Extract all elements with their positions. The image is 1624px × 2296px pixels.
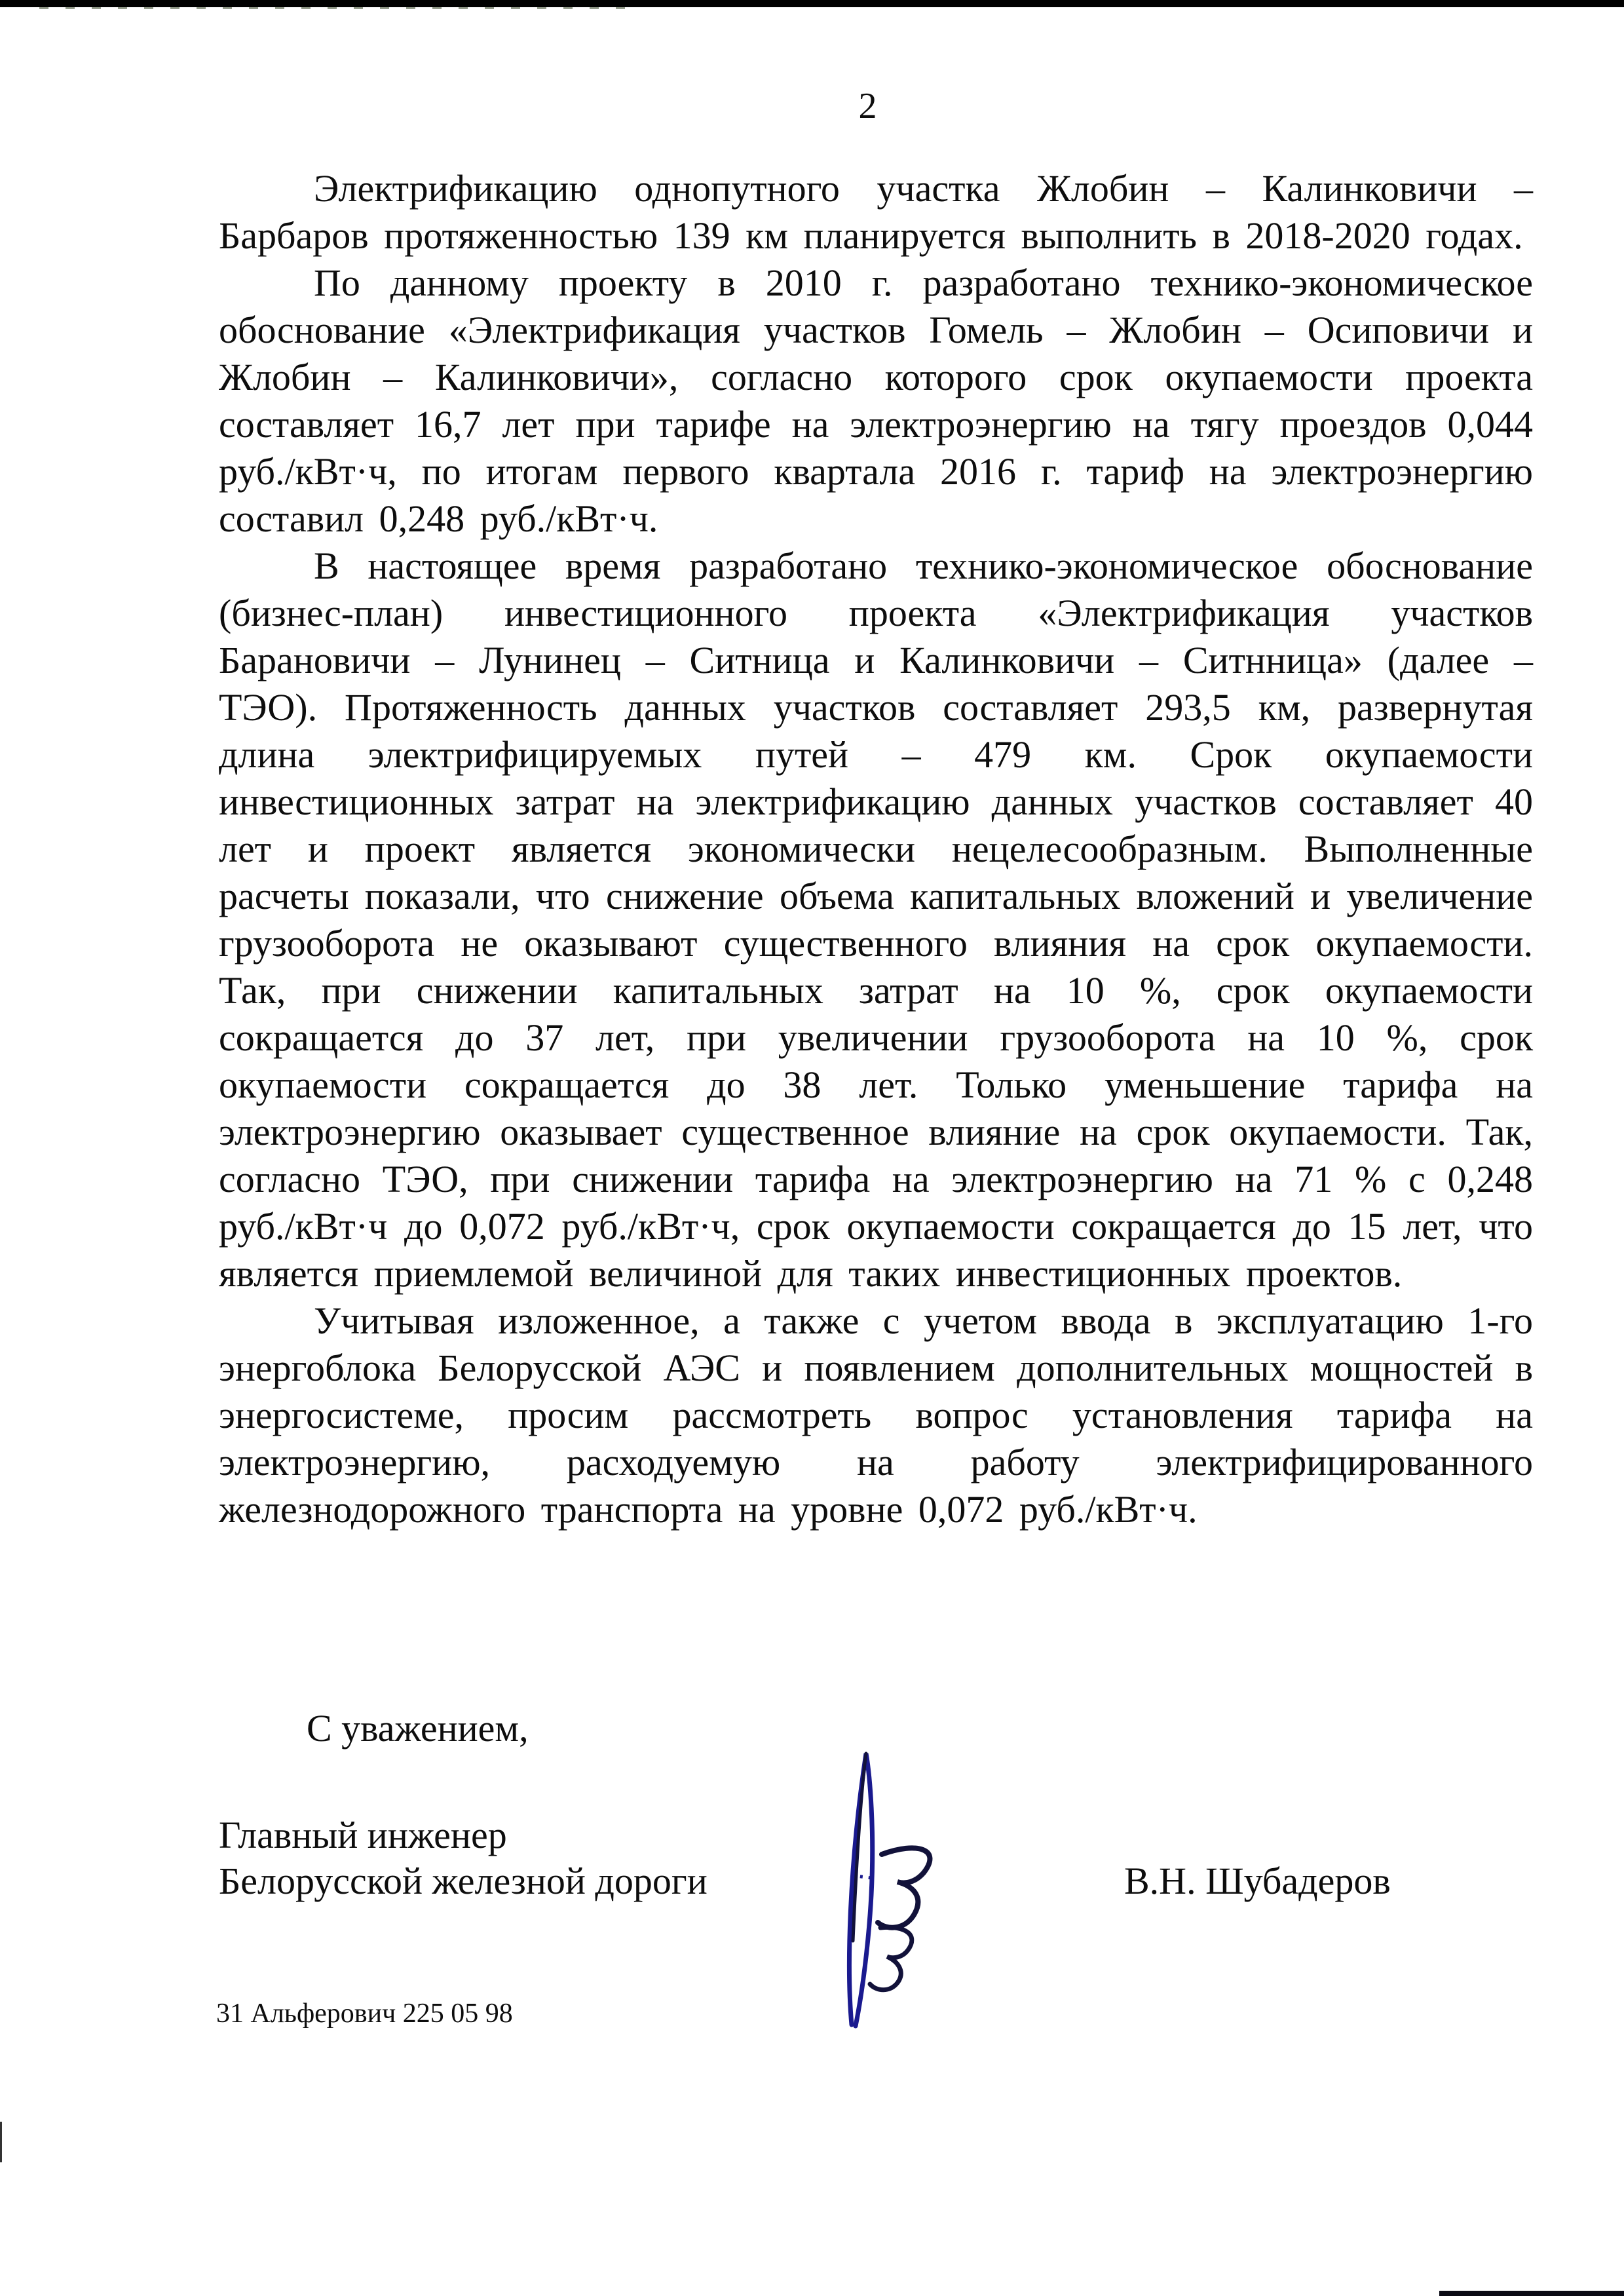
paragraph-project-2010: По данному проекту в 2010 г. разработано технико-экономическое обоснование «Электрификация участков Гомель – Жлобин – Осиповичи и Жлобин – Калинковичи», согласно которого срок окупаемости проекта составляет 16,7 лет при тарифе на электроэнергию на тягу проездов 0,044 руб./кВт·ч, по итогам первого квартала 2016 г. тариф на электроэнергию составил 0,248 руб./кВт·ч. <box>219 261 1533 540</box>
scan-artifact-top-bar <box>0 0 1624 7</box>
page-number: 2 <box>858 86 877 126</box>
letter-body <box>219 165 1533 1533</box>
signer-title <box>219 1812 708 1904</box>
scan-artifact-bottom-bar <box>1439 2291 1624 2296</box>
paragraph-request: Учитывая изложенное, а также с учетом ввода в эксплуатацию 1-го энергоблока Белорусской АЭС и появлением дополнительных мощностей в энергосистеме, просим рассмотреть вопрос установления тарифа на электроэнергию, расходуемую на работу электрифицированного железнодорожного транспорта на уровне 0,072 руб./кВт·ч. <box>219 1299 1533 1531</box>
scan-artifact-left-edge <box>0 2122 2 2162</box>
signer-title-line-2: Белорусской железной дороги <box>219 1860 708 1902</box>
handwritten-signature <box>814 1744 985 2030</box>
paragraph-feasibility-study: В настоящее время разработано технико-экономическое обоснование (бизнес-план) инвестиционного проекта «Электрификация участков Барановичи – Лунинец – Ситница и Калинковичи – Ситнница» (далее – ТЭО). Протяженность данных участков составляет 293,5 км, развернутая длина электрифицируемых путей – 479 км. Срок окупаемости инвестиционных затрат на электрификацию данных участков составляет 40 лет и проект является экономически нецелесообразным. Выполненные расчеты показали, что снижение объема капитальных вложений и увеличение грузооборота не оказывают существенного влияния на срок окупаемости. Так, при снижении капитальных затрат на 10 %, срок окупаемости сокращается до 37 лет, при увеличении грузооборота на 10 %, срок окупаемости сокращается до 38 лет. Только уменьшение тарифа на электроэнергию оказывает существенное влияние на срок окупаемости. Так, согласно ТЭО, при снижении тарифа на электроэнергию на 71 % с 0,248 руб./кВт·ч до 0,072 руб./кВт·ч, срок окупаемости сокращается до 15 лет, что является приемлемой величиной для таких инвестиционных проектов. <box>219 545 1533 1295</box>
closing-salutation: С уважением, <box>307 1707 529 1750</box>
paragraph-electrification-plan: Электрификацию однопутного участка Жлобин – Калинковичи – Барбаров протяженностью 139 км планируется выполнить в 2018-2020 годах. <box>219 167 1533 257</box>
signer-name: В.Н. Шубадеров <box>1124 1860 1391 1902</box>
footer-reference: 31 Альферович 225 05 98 <box>216 1999 513 2029</box>
signer-title-line-1: Главный инженер <box>219 1814 507 1856</box>
